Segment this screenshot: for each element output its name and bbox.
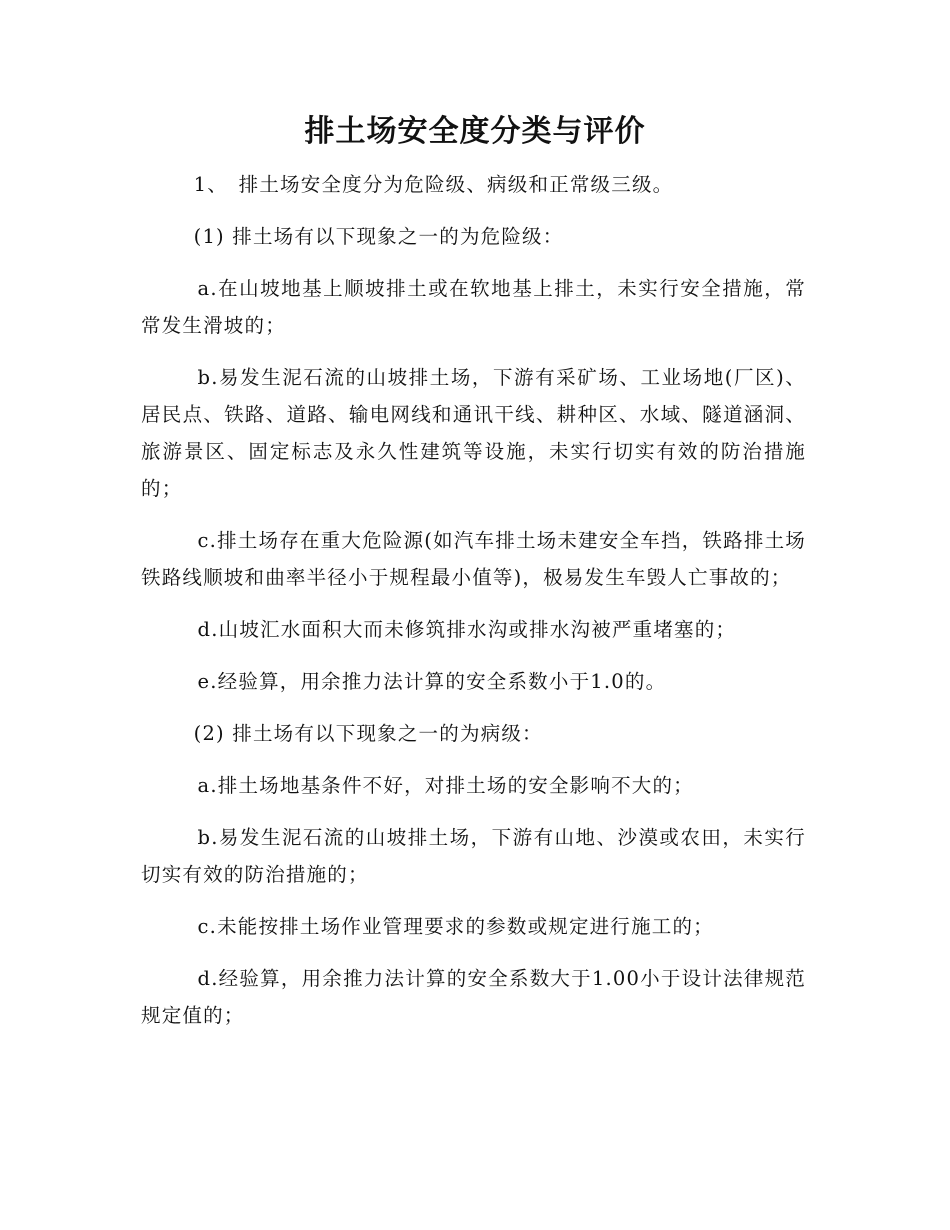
danger-item-c: c.排土场存在重大危险源(如汽车排土场未建安全车挡，铁路排土场铁路线顺坡和曲率半径小于规程最小值等)，极易发生车毁人亡事故的； [141, 529, 806, 589]
section-number: 1、 [193, 173, 228, 196]
sick-item-b: b.易发生泥石流的山坡排土场，下游有山地、沙漠或农田，未实行切实有效的防治措施的； [141, 826, 806, 886]
sick-item-a: a.排土场地基条件不好，对排土场的安全影响不大的； [197, 774, 694, 797]
document-title: 排土场安全度分类与评价 [304, 114, 646, 149]
section-1-text: 排土场安全度分为危险级、病级和正常级三级。 [238, 173, 674, 196]
danger-level-heading: (1) 排土场有以下现象之一的为危险级： [193, 225, 564, 248]
danger-item-e: e.经验算，用余推力法计算的安全系数小于1.0的。 [197, 670, 667, 693]
sick-level-heading: (2) 排土场有以下现象之一的为病级： [193, 722, 543, 745]
sick-item-c: c.未能按排土场作业管理要求的参数或规定进行施工的； [197, 915, 714, 938]
sick-item-d: d.经验算，用余推力法计算的安全系数大于1.00小于设计法律规范规定值的； [141, 967, 806, 1027]
section-1-paragraph [141, 166, 806, 203]
danger-item-d: d.山坡汇水面积大而未修筑排水沟或排水沟被严重堵塞的； [197, 618, 737, 641]
document-body [141, 166, 806, 1049]
danger-item-b: b.易发生泥石流的山坡排土场，下游有采矿场、工业场地(厂区)、居民点、铁路、道路、输电网线和通讯干线、耕种区、水域、隧道涵洞、旅游景区、固定标志及永久性建筑等设施，未实行切实有效的防治措施的； [141, 366, 806, 500]
danger-item-a: a.在山坡地基上顺坡排土或在软地基上排土，未实行安全措施，常常发生滑坡的； [141, 277, 806, 337]
